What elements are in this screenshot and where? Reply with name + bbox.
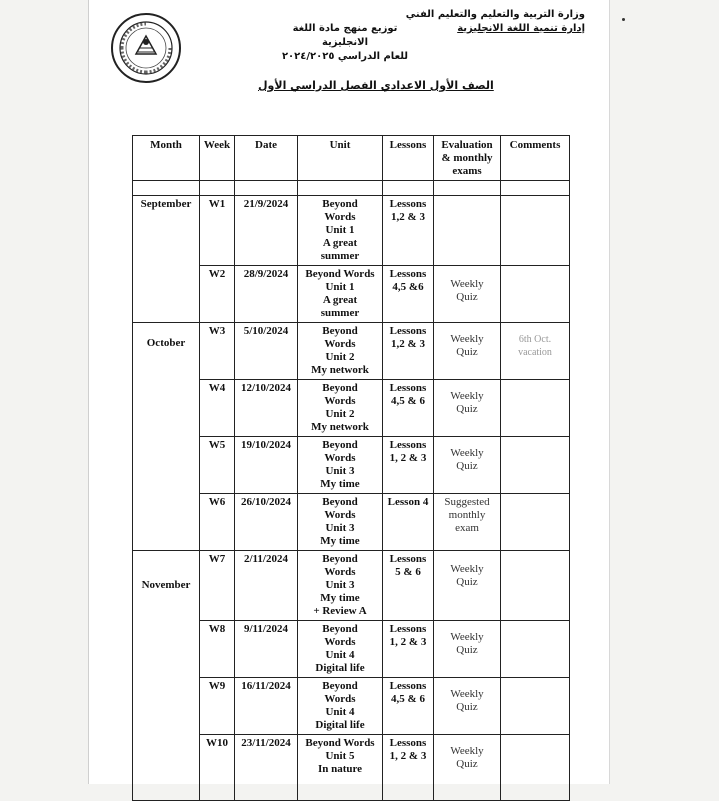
lessons-line: 1, 2 & 3 <box>389 636 427 648</box>
unit-line: My network <box>311 421 369 433</box>
unit-line: Beyond <box>322 553 358 565</box>
evaluation-cell <box>434 196 501 266</box>
unit-line: Unit 3 <box>325 465 355 477</box>
unit-line: Beyond <box>322 325 358 337</box>
evaluation-line: monthly <box>448 509 486 521</box>
unit-line: Words <box>324 636 356 648</box>
unit-line: Beyond Words <box>305 737 375 749</box>
unit-line: My time <box>320 535 360 547</box>
unit-line: My time <box>320 478 360 490</box>
lessons-line: Lessons <box>389 268 427 280</box>
evaluation-cell <box>434 266 501 323</box>
evaluation-cell <box>434 735 501 801</box>
unit-line: Unit 1 <box>325 281 355 293</box>
unit-line: Digital life <box>315 719 365 731</box>
evaluation-line: Quiz <box>456 346 478 358</box>
evaluation-line: Quiz <box>456 291 478 303</box>
speck <box>622 18 625 21</box>
lessons-line: 1, 2 & 3 <box>389 452 427 464</box>
evaluation-line: Weekly <box>450 278 484 290</box>
academic-year: للعام الدراسي ٢٠٢٤/٢٠٢٥ <box>281 51 409 62</box>
evaluation-line: Weekly <box>450 631 484 643</box>
date-cell: 2/11/2024 <box>235 551 298 621</box>
lessons-cell <box>383 380 434 437</box>
week-cell: W2 <box>200 266 235 323</box>
unit-line: Unit 4 <box>325 649 355 661</box>
table-row <box>133 551 570 621</box>
curriculum-table <box>132 135 570 801</box>
lessons-line: 4,5 & 6 <box>391 395 425 407</box>
unit-line: Words <box>324 566 356 578</box>
unit-cell <box>298 735 383 801</box>
evaluation-line: Weekly <box>450 563 484 575</box>
week-cell: W9 <box>200 678 235 735</box>
unit-line: A great <box>322 237 358 249</box>
unit-line: + Review A <box>313 605 367 617</box>
comment-cell <box>501 196 570 266</box>
evaluation-line: Weekly <box>450 333 484 345</box>
lessons-cell <box>383 621 434 678</box>
comment-cell <box>501 437 570 494</box>
unit-line: Words <box>324 211 356 223</box>
ministry-name: وزارة التربية والتعليم والتعليم الفني <box>405 9 585 20</box>
unit-line: My time <box>320 592 360 604</box>
lessons-cell <box>383 551 434 621</box>
evaluation-line: Weekly <box>450 688 484 700</box>
week-cell: W8 <box>200 621 235 678</box>
unit-line: Unit 1 <box>325 224 355 236</box>
evaluation-line: Quiz <box>456 758 478 770</box>
week-cell: W4 <box>200 380 235 437</box>
lessons-line: Lessons <box>389 737 427 749</box>
unit-line: Digital life <box>315 662 365 674</box>
unit-cell <box>298 380 383 437</box>
unit-cell <box>298 323 383 380</box>
lessons-line: Lesson 4 <box>387 496 429 508</box>
date-cell: 21/9/2024 <box>235 196 298 266</box>
unit-line: Unit 3 <box>325 522 355 534</box>
month-cell-october: October <box>133 323 200 551</box>
header-eval-line: Evaluation <box>441 139 493 151</box>
evaluation-line: Quiz <box>456 403 478 415</box>
lessons-cell <box>383 735 434 801</box>
comment-cell <box>501 266 570 323</box>
lessons-line: Lessons <box>389 680 427 692</box>
unit-line: Beyond <box>322 496 358 508</box>
unit-line: Unit 4 <box>325 706 355 718</box>
evaluation-cell <box>434 323 501 380</box>
week-cell: W1 <box>200 196 235 266</box>
ministry-seal-logo <box>110 12 182 84</box>
comment-cell <box>501 380 570 437</box>
comment-cell <box>501 621 570 678</box>
header-week: Week <box>200 136 235 181</box>
department-name: إدارة تنمية اللغة الانجليزية <box>457 23 585 34</box>
lessons-line: Lessons <box>389 553 427 565</box>
unit-line: My network <box>311 364 369 376</box>
unit-line: Words <box>324 338 356 350</box>
unit-line: Beyond <box>322 680 358 692</box>
date-cell: 12/10/2024 <box>235 380 298 437</box>
unit-line: summer <box>320 307 360 319</box>
lessons-line: Lessons <box>389 623 427 635</box>
header-evaluation <box>434 136 501 181</box>
date-cell: 5/10/2024 <box>235 323 298 380</box>
unit-line: Beyond <box>322 623 358 635</box>
header-unit: Unit <box>298 136 383 181</box>
unit-cell <box>298 437 383 494</box>
header-eval-line: exams <box>452 165 482 177</box>
page-title: الصف الأول الاعدادي الفصل الدراسي الأول <box>258 79 494 92</box>
table-row <box>133 196 570 266</box>
evaluation-cell <box>434 437 501 494</box>
evaluation-line: Weekly <box>450 390 484 402</box>
lessons-cell <box>383 266 434 323</box>
unit-cell <box>298 678 383 735</box>
evaluation-cell <box>434 621 501 678</box>
lessons-line: 4,5 &6 <box>392 281 424 293</box>
unit-cell <box>298 266 383 323</box>
lessons-line: 1,2 & 3 <box>391 338 425 350</box>
comment-cell <box>501 323 570 380</box>
comment-line: 6th Oct. <box>518 334 552 345</box>
lessons-line: 1, 2 & 3 <box>389 750 427 762</box>
comment-cell <box>501 678 570 735</box>
unit-cell <box>298 551 383 621</box>
evaluation-cell <box>434 678 501 735</box>
unit-cell <box>298 196 383 266</box>
table-header-row <box>133 136 570 181</box>
unit-line: Beyond <box>322 382 358 394</box>
unit-line: Unit 5 <box>325 750 355 762</box>
week-cell: W10 <box>200 735 235 801</box>
unit-line: Unit 2 <box>325 408 355 420</box>
unit-line: summer <box>320 250 360 262</box>
comment-line: vacation <box>518 347 552 358</box>
header-eval-line: & monthly <box>441 152 493 164</box>
evaluation-line: Quiz <box>456 460 478 472</box>
date-cell: 28/9/2024 <box>235 266 298 323</box>
unit-line: In nature <box>317 763 363 775</box>
table-row <box>133 323 570 380</box>
lessons-line: Lessons <box>389 198 427 210</box>
evaluation-line: Quiz <box>456 644 478 656</box>
lessons-cell <box>383 678 434 735</box>
unit-line: Beyond <box>322 198 358 210</box>
unit-line: Words <box>324 395 356 407</box>
unit-cell <box>298 494 383 551</box>
lessons-cell <box>383 196 434 266</box>
unit-line: A great <box>322 294 358 306</box>
month-cell-november: November <box>133 551 200 801</box>
header-date: Date <box>235 136 298 181</box>
lessons-line: Lessons <box>389 382 427 394</box>
curriculum-header <box>270 22 420 64</box>
lessons-cell <box>383 437 434 494</box>
spacer-row <box>133 181 570 196</box>
evaluation-line: Weekly <box>450 447 484 459</box>
week-cell: W7 <box>200 551 235 621</box>
date-cell: 23/11/2024 <box>235 735 298 801</box>
week-cell: W6 <box>200 494 235 551</box>
header-month: Month <box>133 136 200 181</box>
unit-line: Words <box>324 509 356 521</box>
week-cell: W3 <box>200 323 235 380</box>
lessons-line: 4,5 & 6 <box>391 693 425 705</box>
unit-line: Unit 2 <box>325 351 355 363</box>
week-cell: W5 <box>200 437 235 494</box>
evaluation-cell <box>434 494 501 551</box>
unit-line: Words <box>324 452 356 464</box>
unit-cell <box>298 621 383 678</box>
comment-cell <box>501 735 570 801</box>
date-cell: 16/11/2024 <box>235 678 298 735</box>
evaluation-line: Quiz <box>456 576 478 588</box>
lessons-line: 5 & 6 <box>395 566 421 578</box>
evaluation-line: Quiz <box>456 701 478 713</box>
lessons-line: Lessons <box>389 325 427 337</box>
date-cell: 9/11/2024 <box>235 621 298 678</box>
lessons-line: Lessons <box>389 439 427 451</box>
unit-line: Words <box>324 693 356 705</box>
date-cell: 26/10/2024 <box>235 494 298 551</box>
header-lessons: Lessons <box>383 136 434 181</box>
lessons-cell <box>383 323 434 380</box>
evaluation-line: exam <box>455 522 479 534</box>
header-comments: Comments <box>501 136 570 181</box>
unit-line: Unit 3 <box>325 579 355 591</box>
evaluation-cell <box>434 380 501 437</box>
month-cell-september: September <box>133 196 200 323</box>
comment-cell <box>501 551 570 621</box>
unit-line: Beyond Words <box>305 268 375 280</box>
distribution-title: توزيع منهج مادة اللغة الانجليزية <box>292 23 398 48</box>
ministry-header <box>406 8 585 36</box>
unit-line: Beyond <box>322 439 358 451</box>
comment-cell <box>501 494 570 551</box>
lessons-cell <box>383 494 434 551</box>
evaluation-cell <box>434 551 501 621</box>
evaluation-line: Suggested <box>444 496 490 508</box>
lessons-line: 1,2 & 3 <box>391 211 425 223</box>
evaluation-line: Weekly <box>450 745 484 757</box>
date-cell: 19/10/2024 <box>235 437 298 494</box>
